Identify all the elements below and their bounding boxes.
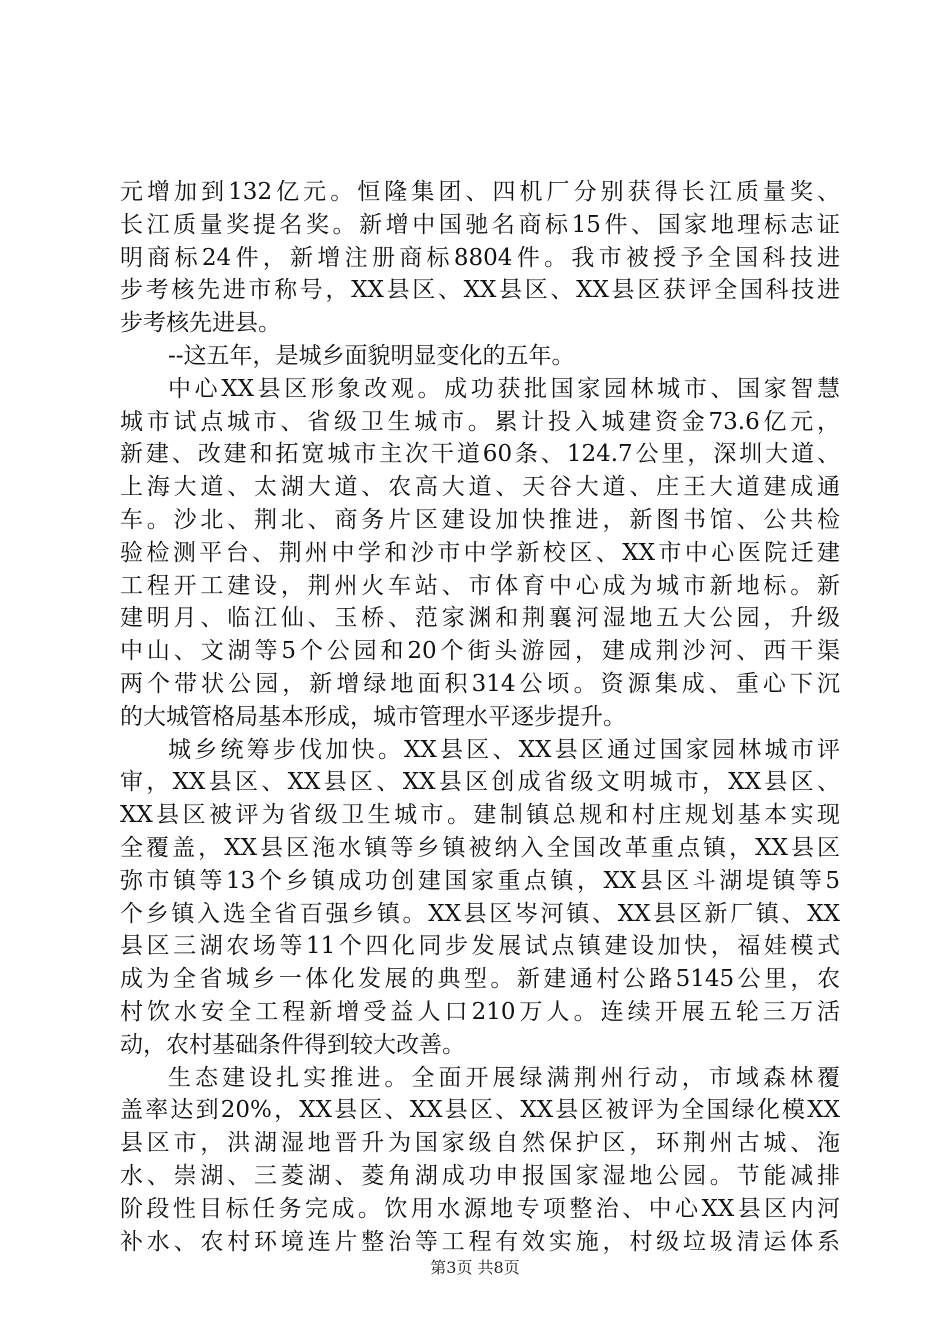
text-line: 中心XX县区形象改观。成功获批国家园林城市、国家智慧 [168,375,840,402]
text-line: 验检测平台、荆州中学和沙市中学新校区、XX市中心医院迁建 [120,539,840,566]
text-line: 阶段性目标任务完成。饮用水源地专项整治、中心XX县区内河 [120,1195,840,1222]
text-line: 县区三湖农场等11个四化同步发展试点镇建设加快，福娃模式 [120,933,840,960]
page-footer: 第3页 共8页 [430,1258,520,1277]
text-line: 生态建设扎实推进。全面开展绿满荆州行动，市域森林覆 [168,1064,840,1091]
text-line: 步考核先进县。 [120,310,281,337]
text-line: 个乡镇入选全省百强乡镇。XX县区岑河镇、XX县区新厂镇、XX [120,900,840,927]
text-line: 审，XX县区、XX县区、XX县区创成省级文明城市，XX县区、 [120,769,840,796]
text-line: 补水、农村环境连片整治等工程有效实施，村级垃圾清运体系 [120,1228,840,1255]
text-line: 城乡统筹步伐加快。XX县区、XX县区通过国家园林城市评 [168,736,840,763]
text-line: 村饮水安全工程新增受益人口210万人。连续开展五轮三万活 [120,998,840,1025]
text-line: 工程开工建设，荆州火车站、市体育中心成为城市新地标。新 [120,572,840,599]
text-line: 两个带状公园，新增绿地面积314公顷。资源集成、重心下沉 [120,670,840,697]
text-line: --这五年，是城乡面貌明显变化的五年。 [168,342,575,369]
text-line: 步考核先进市称号，XX县区、XX县区、XX县区获评全国科技进 [120,277,840,304]
text-line: 元增加到132亿元。恒隆集团、四机厂分别获得长江质量奖、 [120,179,840,205]
text-line: XX县区被评为省级卫生城市。建制镇总规和村庄规划基本实现 [120,802,840,829]
text-line: 成为全省城乡一体化发展的典型。新建通村公路5145公里，农 [120,966,840,993]
text-line: 中山、文湖等5个公园和20个街头游园，建成荆沙河、西干渠 [120,638,840,665]
text-line: 明商标24件，新增注册商标8804件。我市被授予全国科技进 [120,244,840,271]
text-line: 动，农村基础条件得到较大改善。 [120,1031,465,1058]
text-line: 新建、改建和拓宽城市主次干道60条、124.7公里，深圳大道、 [120,441,840,468]
text-line: 的大城管格局基本形成，城市管理水平逐步提升。 [120,703,626,730]
text-line: 盖率达到20%，XX县区、XX县区、XX县区被评为全国绿化模XX [120,1097,840,1124]
text-line: 建明月、临江仙、玉桥、范家渊和荆襄河湿地五大公园，升级 [120,605,840,632]
text-line: 水、崇湖、三菱湖、菱角湖成功申报国家湿地公园。节能减排 [120,1162,840,1189]
text-line: 全覆盖，XX县区沲水镇等乡镇被纳入全国改革重点镇，XX县区 [120,834,840,861]
text-line: 县区市，洪湖湿地晋升为国家级自然保护区，环荆州古城、沲 [120,1130,840,1157]
text-line: 上海大道、太湖大道、农高大道、天谷大道、庄王大道建成通 [120,474,840,501]
text-line: 长江质量奖提名奖。新增中国驰名商标15件、国家地理标志证 [120,211,840,238]
text-line: 城市试点城市、省级卫生城市。累计投入城建资金73.6亿元， [120,408,840,435]
document-body [120,176,840,1258]
text-line: 车。沙北、荆北、商务片区建设加快推进，新图书馆、公共检 [120,506,840,533]
text-line: 弥市镇等13个乡镇成功创建国家重点镇，XX县区斗湖堤镇等5 [120,867,840,894]
